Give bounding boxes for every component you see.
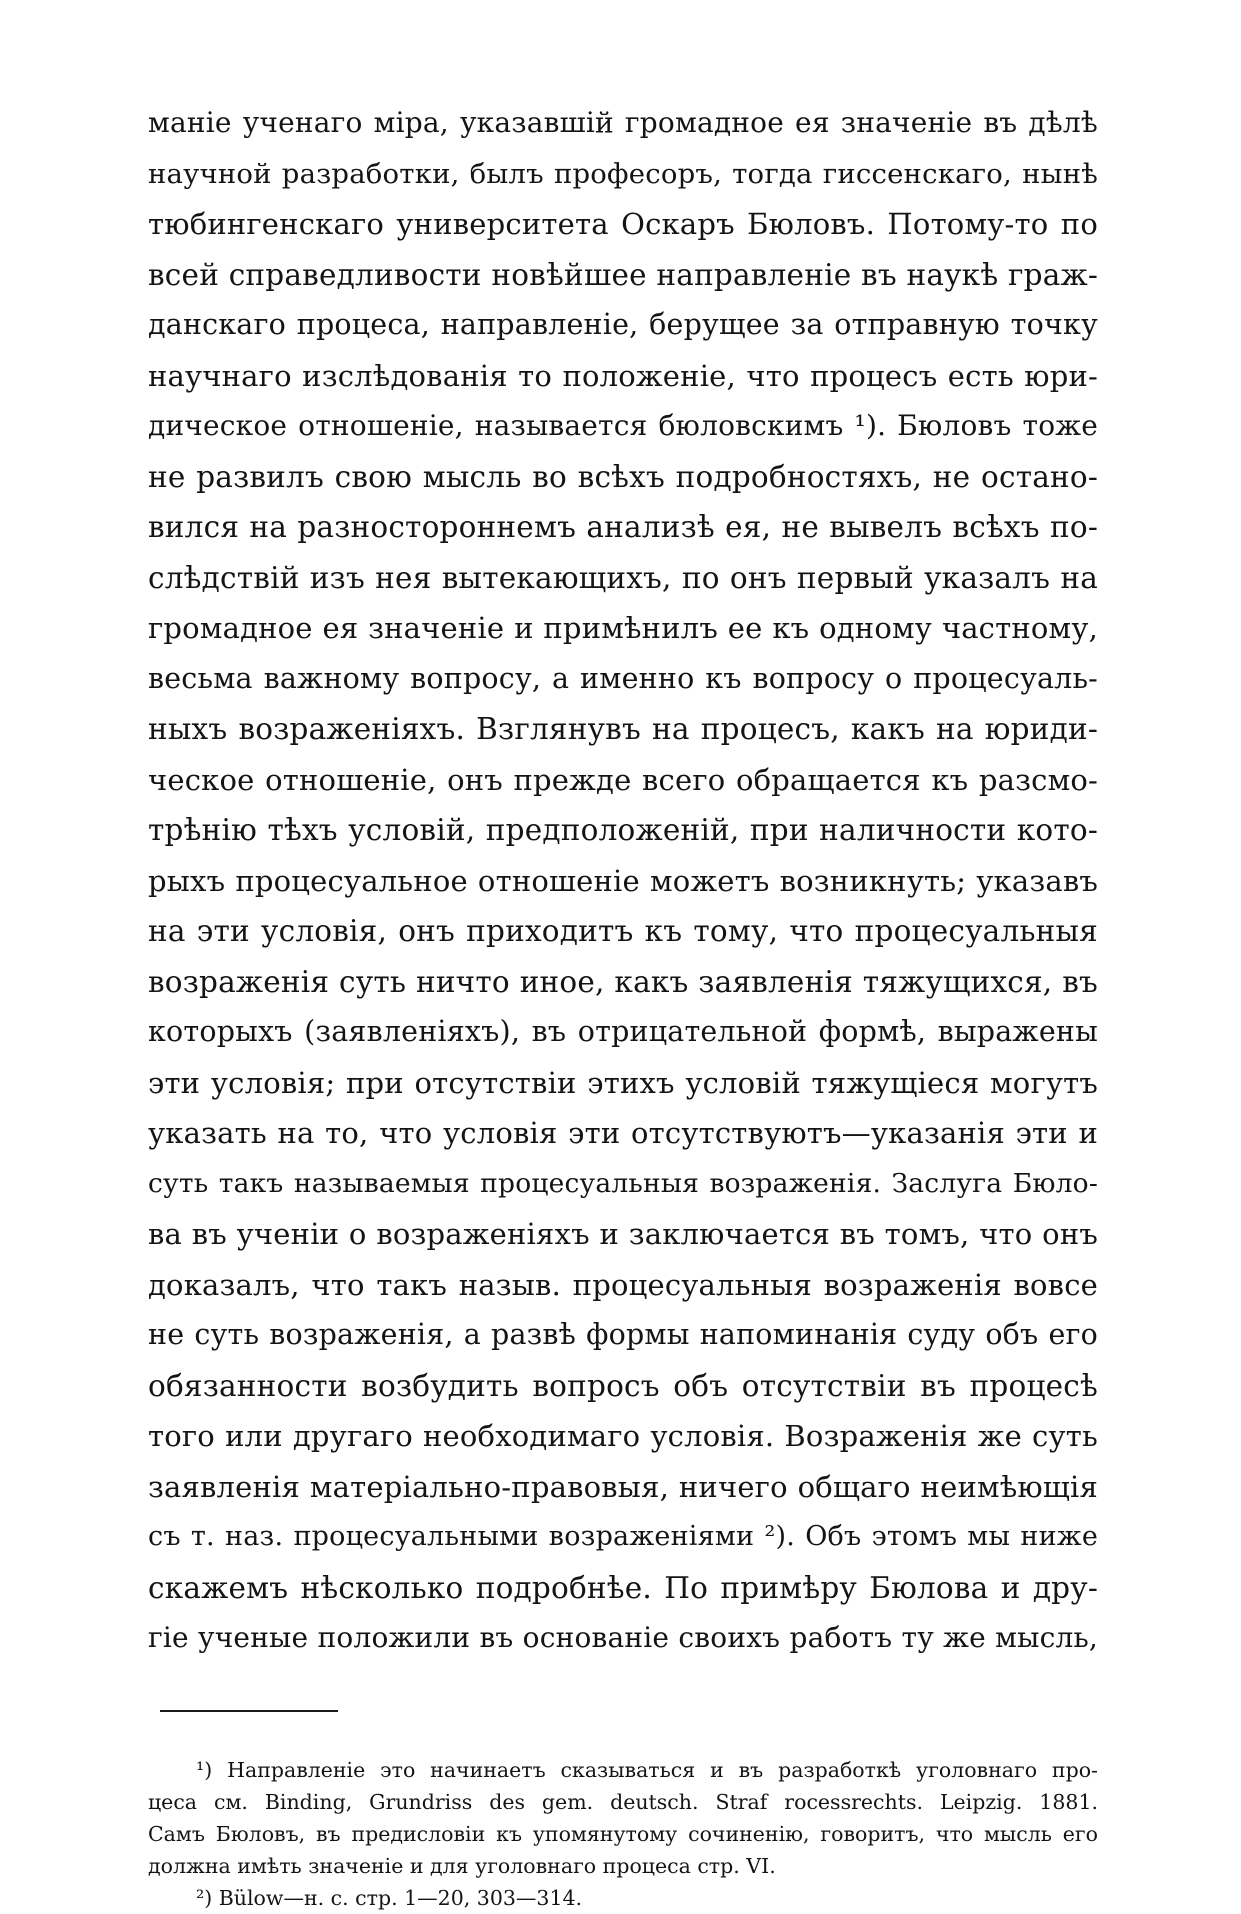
text-line: слѣдствій изъ нея вытекающихъ, по онъ первый указалъ на [148, 560, 1098, 595]
text-line: ва въ ученіи о возраженіяхъ и заключается въ томъ, что онъ [148, 1217, 1098, 1251]
text-line: весьма важному вопросу, а именно къ вопросу о процесуаль- [148, 661, 1098, 695]
text-line: обязанности возбудить вопросъ объ отсутствіи въ процесѣ [148, 1368, 1098, 1403]
text-line: доказалъ, что такъ назыв. процесуальныя возраженія вовсе [148, 1267, 1098, 1302]
text-line: не суть возраженія, а развѣ формы напоминанія суду объ его [148, 1318, 1098, 1351]
footnote-2: ²) Bülow—н. с. стр. 1—20, 303—314. [196, 1885, 583, 1910]
text-line: возраженія суть ничто иное, какъ заявленія тяжущихся, въ [148, 964, 1098, 999]
main-text [148, 98, 1098, 1664]
text-line: научнаго изслѣдованія то положеніе, что процесъ есть юри- [148, 358, 1098, 393]
text-line: которыхъ (заявленіяхъ), въ отрицательной формѣ, выражены [148, 1015, 1098, 1048]
footnotes [148, 1754, 1098, 1914]
text-line: маніе ученаго міра, указавшій громадное ея значеніе въ дѣлѣ [148, 106, 1098, 139]
text-line: трѣнію тѣхъ условій, предположеній, при наличности кото- [148, 813, 1098, 847]
book-page [148, 98, 1098, 1914]
text-line: того или другаго необходимаго условія. Возраженія же суть [148, 1419, 1098, 1453]
text-line: вился на разностороннемъ анализѣ ея, не вывелъ всѣхъ по- [148, 510, 1098, 544]
text-line: скажемъ нѣсколько подробнѣе. По примѣру Бюлова и дру- [148, 1570, 1098, 1605]
text-line: тюбингенскаго университета Оскаръ Бюловъ. Потому-то по [148, 207, 1098, 241]
text-line: данскаго процеса, направленіе, берущее за отправную точку [148, 308, 1098, 341]
footnote-separator [160, 1710, 338, 1712]
footnote-1-line: цеса см. Binding, Grundriss des gem. deutsch. Straf rocessrechts. Leipzig. 1881. [148, 1789, 1098, 1814]
footnote-1-line: Самъ Бюловъ, въ предисловіи къ упомянутому сочиненію, говоритъ, что мысль его [148, 1821, 1098, 1846]
text-line: рыхъ процесуальное отношеніе можетъ возникнуть; указавъ [148, 863, 1098, 898]
text-line: не развилъ свою мысль во всѣхъ подробностяхъ, не остано- [148, 459, 1098, 494]
text-line: на эти условія, онъ приходитъ къ тому, что процесуальныя [148, 914, 1098, 948]
text-line: ческое отношеніе, онъ прежде всего обращается къ разсмо- [148, 762, 1098, 797]
text-line: ныхъ возраженіяхъ. Взглянувъ на процесъ, какъ на юриди- [148, 712, 1098, 746]
text-line: заявленія матеріально-правовыя, ничего общаго неимѣющія [148, 1469, 1098, 1504]
text-line: научной разработки, былъ професоръ, тогда гиссенскаго, нынѣ [148, 157, 1098, 190]
footnote-1-line: ¹) Направленіе это начинаетъ сказываться и въ разработкѣ уголовнаго про- [196, 1757, 1098, 1782]
text-line: эти условія; при отсутствіи этихъ условій тяжущіеся могутъ [148, 1065, 1098, 1100]
footnote-1-line: должна имѣть значеніе и для уголовнаго процеса стр. VI. [148, 1853, 776, 1878]
text-line: суть такъ называемыя процесуальныя возраженія. Заслуга Бюло- [148, 1167, 1098, 1199]
text-line: указать на то, что условія эти отсутствуютъ—указанія эти и [148, 1116, 1098, 1150]
text-line: съ т. наз. процесуальными возраженіями ²). Объ этомъ мы ниже [148, 1521, 1098, 1552]
text-line: дическое отношеніе, называется бюловскимъ ¹). Бюловъ тоже [148, 409, 1098, 442]
text-line: громадное ея значеніе и примѣнилъ ее къ одному частному, [148, 611, 1098, 645]
text-line: всей справедливости новѣйшее направленіе въ наукѣ граж- [148, 257, 1098, 292]
text-line: гіе ученые положили въ основаніе своихъ работъ ту же мысль, [148, 1621, 1098, 1654]
